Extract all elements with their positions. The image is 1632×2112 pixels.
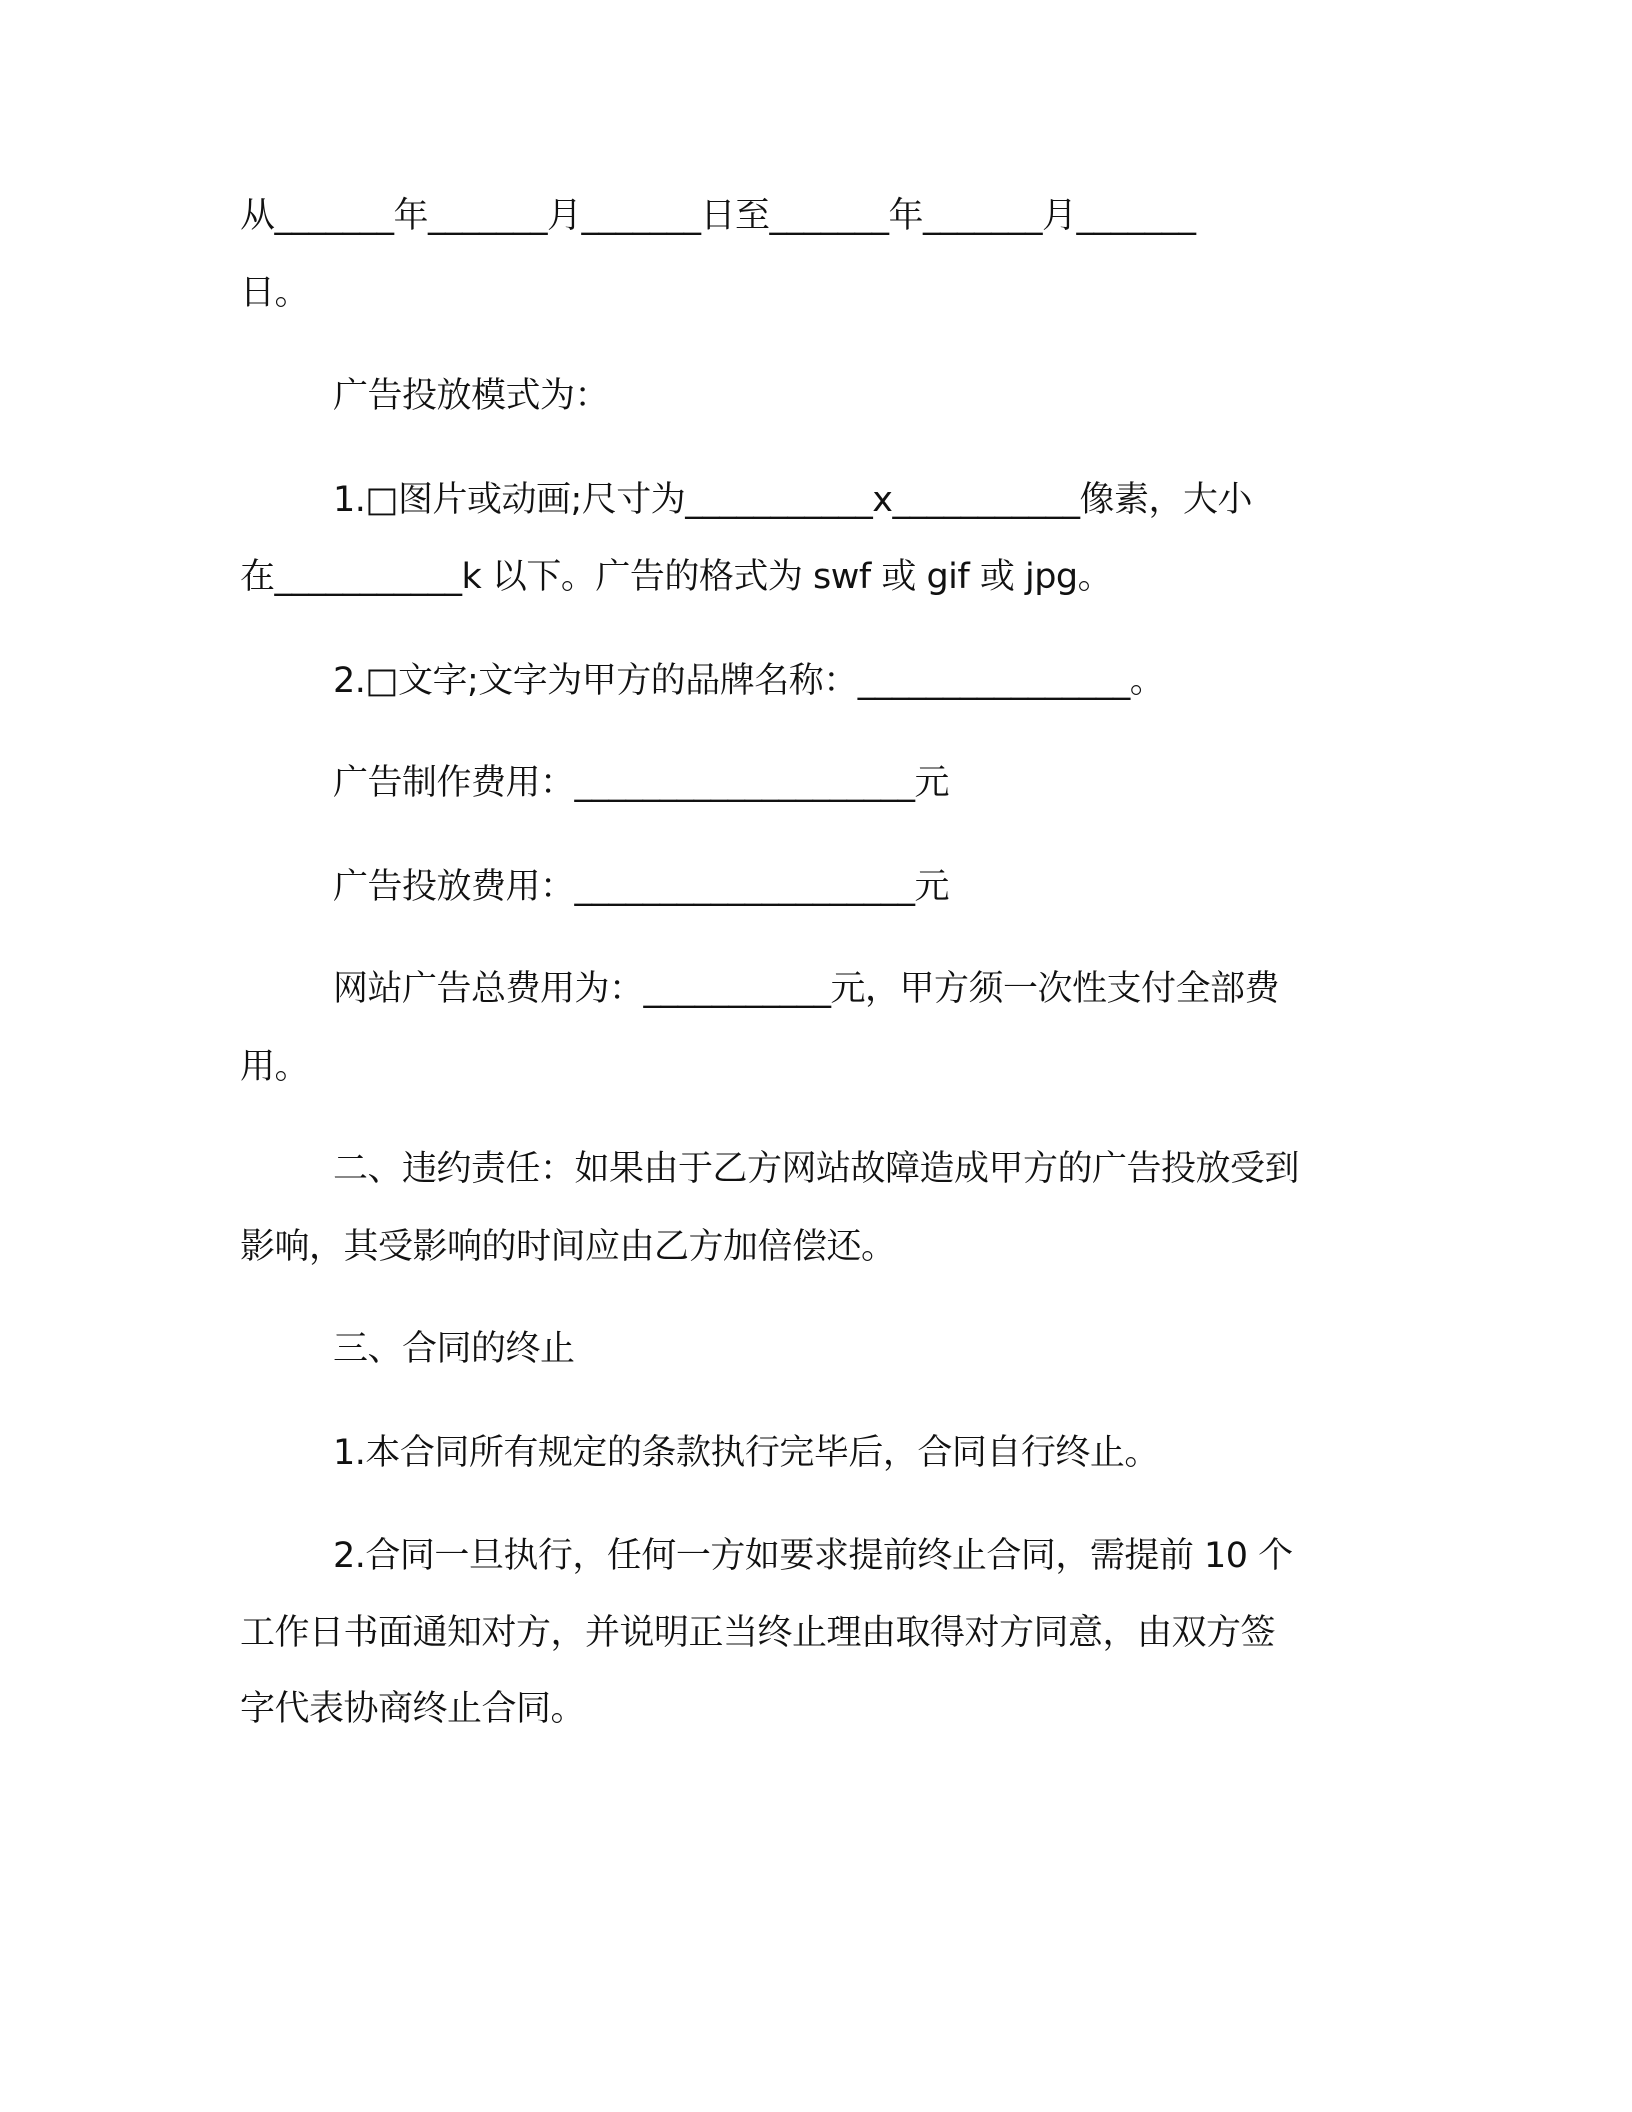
total-fee-line-end: 用。 <box>240 1047 310 1087</box>
ad-mode-heading: 广告投放模式为： <box>333 376 610 416</box>
contract-period-line: 从_______年_______月_______日至_______年_______月_______ <box>240 196 1196 236</box>
termination-clause-2: 2.合同一旦执行，任何一方如要求提前终止合同，需提前 10 个 <box>333 1536 1293 1576</box>
termination-clause-1: 1.本合同所有规定的条款执行完毕后，合同自行终止。 <box>333 1433 1159 1473</box>
termination-clause-2-cont: 工作日书面通知对方，并说明正当终止理由取得对方同意，由双方签 <box>240 1613 1276 1653</box>
breach-liability-clause-cont: 影响，其受影响的时间应由乙方加倍偿还。 <box>240 1227 896 1267</box>
ad-mode-option-image-cont: 在___________k 以下。广告的格式为 swf 或 gif 或 jpg。 <box>240 557 1113 597</box>
contract-period-line-end: 日。 <box>240 273 310 313</box>
production-fee-line: 广告制作费用：____________________元 <box>333 763 950 803</box>
ad-mode-option-image: 1.□图片或动画;尺寸为___________x___________像素，大小 <box>333 480 1252 520</box>
termination-heading: 三、合同的终止 <box>333 1329 575 1369</box>
breach-liability-clause: 二、违约责任：如果由于乙方网站故障造成甲方的广告投放受到 <box>333 1149 1300 1189</box>
placement-fee-line: 广告投放费用：____________________元 <box>333 867 950 907</box>
termination-clause-2-end: 字代表协商终止合同。 <box>240 1689 586 1729</box>
total-fee-line: 网站广告总费用为：___________元，甲方须一次性支付全部费 <box>333 969 1280 1009</box>
ad-mode-option-text: 2.□文字;文字为甲方的品牌名称：________________。 <box>333 661 1165 701</box>
